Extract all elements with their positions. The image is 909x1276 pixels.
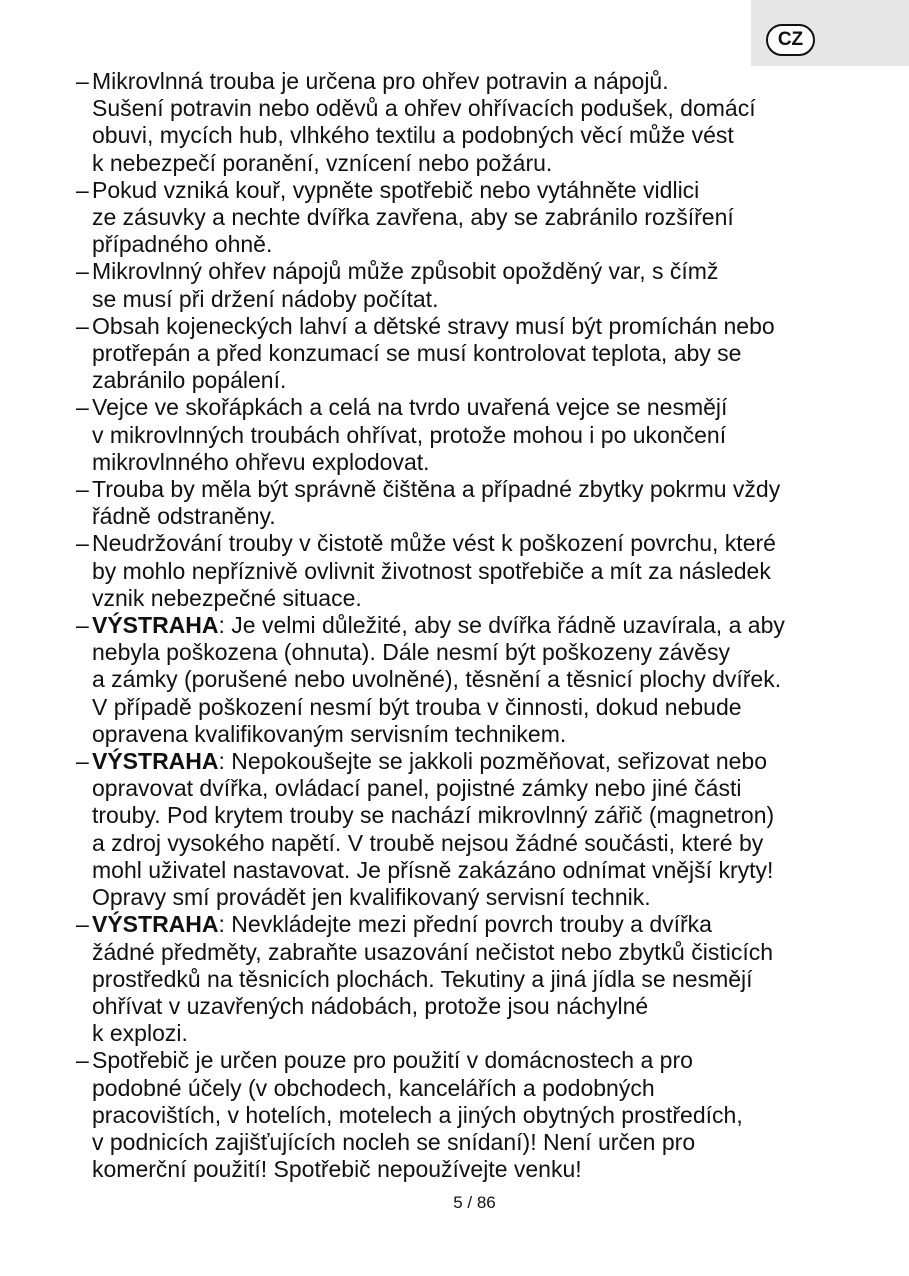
text-line-rest: : Nevkládejte mezi přední povrch trouby a dvířka <box>218 911 712 938</box>
text-line: ze zásuvky a nechte dvířka zavřena, aby se zabránilo rozšíření <box>92 204 734 231</box>
text-line: opravovat dvířka, ovládací panel, pojistné zámky nebo jiné části <box>92 775 742 802</box>
language-badge: CZ <box>766 24 815 56</box>
list-item <box>76 177 876 259</box>
text-line: by mohlo nepříznivě ovlivnit životnost spotřebiče a mít za následek <box>92 557 771 584</box>
text-line: Trouba by měla být správně čištěna a případné zbytky pokrmu vždy <box>92 476 781 503</box>
list-item <box>76 530 876 612</box>
warning-label: VÝSTRAHA <box>92 911 219 938</box>
text-line: mohl uživatel nastavovat. Je přísně zakázáno odnímat vnější kryty! <box>92 856 774 883</box>
text-line: Opravy smí provádět jen kvalifikovaný servisní technik. <box>92 884 651 911</box>
text-line: Sušení potravin nebo oděvů a ohřev ohřívacích podušek, domácí <box>92 95 756 122</box>
list-item <box>76 476 876 530</box>
warning-label: VÝSTRAHA <box>92 748 219 775</box>
text-line: komerční použití! Spotřebič nepoužívejte venku! <box>92 1156 582 1183</box>
text-line-rest: : Je velmi důležité, aby se dvířka řádně uzavírala, a aby <box>218 612 785 639</box>
text-line: V případě poškození nesmí být trouba v činnosti, dokud nebude <box>92 693 742 720</box>
bullet-dash: – <box>76 1047 89 1074</box>
text-line: mikrovlnného ohřevu explodovat. <box>92 448 430 475</box>
text-line: Spotřebič je určen pouze pro použití v domácnostech a pro <box>92 1047 693 1074</box>
text-line: protřepán a před konzumací se musí kontrolovat teplota, aby se <box>92 340 742 367</box>
list-item <box>76 1047 876 1183</box>
text-line: podobné účely (v obchodech, kancelářích a podobných <box>92 1074 655 1101</box>
list-item <box>76 612 876 748</box>
bullet-dash: – <box>76 530 89 557</box>
bullet-dash: – <box>76 68 89 94</box>
text-line: vznik nebezpečné situace. <box>92 584 362 611</box>
text-line: prostředků na těsnicích plochách. Tekutiny a jiná jídla se nesmějí <box>92 965 753 992</box>
text-line: v mikrovlnných troubách ohřívat, protože mohou i po ukončení <box>92 421 727 448</box>
page-number: 5 / 86 <box>453 1193 496 1212</box>
list-item <box>76 313 876 395</box>
text-line: Neudržování trouby v čistotě může vést k poškození povrchu, které <box>92 530 776 557</box>
bullet-dash: – <box>76 911 89 938</box>
text-line: ohřívat v uzavřených nádobách, protože jsou náchylné <box>92 992 649 1019</box>
text-line: trouby. Pod krytem trouby se nachází mikrovlnný zářič (magnetron) <box>92 802 775 829</box>
text-line: se musí při držení nádoby počítat. <box>92 285 439 312</box>
list-item <box>76 911 876 1047</box>
text-line: Vejce ve skořápkách a celá na tvrdo uvařená vejce se nesmějí <box>92 394 728 421</box>
bullet-dash: – <box>76 258 89 285</box>
bullet-dash: – <box>76 612 89 639</box>
list-item <box>76 258 876 312</box>
text-line: Pokud vzniká kouř, vypněte spotřebič nebo vytáhněte vidlici <box>92 176 700 203</box>
warning-label: VÝSTRAHA <box>92 612 219 639</box>
text-line: opravena kvalifikovaným servisním technikem. <box>92 720 567 747</box>
text-line <box>92 748 876 775</box>
text-line: pracovištích, v hotelích, motelech a jiných obytných prostředích, <box>92 1101 743 1128</box>
text-line: nebyla poškozena (ohnuta). Dále nesmí být poškozeny závěsy <box>92 639 730 666</box>
text-line: Mikrovlnný ohřev nápojů může způsobit opožděný var, s čímž <box>92 258 719 285</box>
list-item <box>76 394 876 476</box>
text-line: žádné předměty, zabraňte usazování nečistot nebo zbytků čisticích <box>92 938 774 965</box>
text-line <box>92 911 876 938</box>
text-line: v podnicích zajišťujících nocleh se snídaní)! Není určen pro <box>92 1128 696 1155</box>
bullet-dash: – <box>76 312 89 339</box>
safety-instructions-list <box>76 68 876 1183</box>
text-line: obuvi, mycích hub, vlhkého textilu a podobných věcí může vést <box>92 122 734 149</box>
bullet-dash: – <box>76 748 89 775</box>
bullet-dash: – <box>76 176 89 203</box>
language-tab <box>751 0 909 66</box>
text-line: Mikrovlnná trouba je určena pro ohřev potravin a nápojů. <box>92 68 669 94</box>
text-line: případného ohně. <box>92 231 273 258</box>
text-line: a zámky (porušené nebo uvolněné), těsnění a těsnicí plochy dvířek. <box>92 666 782 693</box>
bullet-dash: – <box>76 394 89 421</box>
text-line-rest: : Nepokoušejte se jakkoli pozměňovat, seřizovat nebo <box>218 748 767 775</box>
list-item <box>76 748 876 911</box>
text-line: zabránilo popálení. <box>92 367 287 394</box>
text-line: řádně odstraněny. <box>92 503 276 530</box>
text-line: a zdroj vysokého napětí. V troubě nejsou žádné součásti, které by <box>92 829 764 856</box>
text-line: k explozi. <box>92 1020 188 1047</box>
text-line <box>92 612 876 639</box>
list-item <box>76 68 876 177</box>
text-line: k nebezpečí poranění, vznícení nebo požáru. <box>92 149 553 176</box>
bullet-dash: – <box>76 476 89 503</box>
text-line: Obsah kojeneckých lahví a dětské stravy musí být promíchán nebo <box>92 312 775 339</box>
